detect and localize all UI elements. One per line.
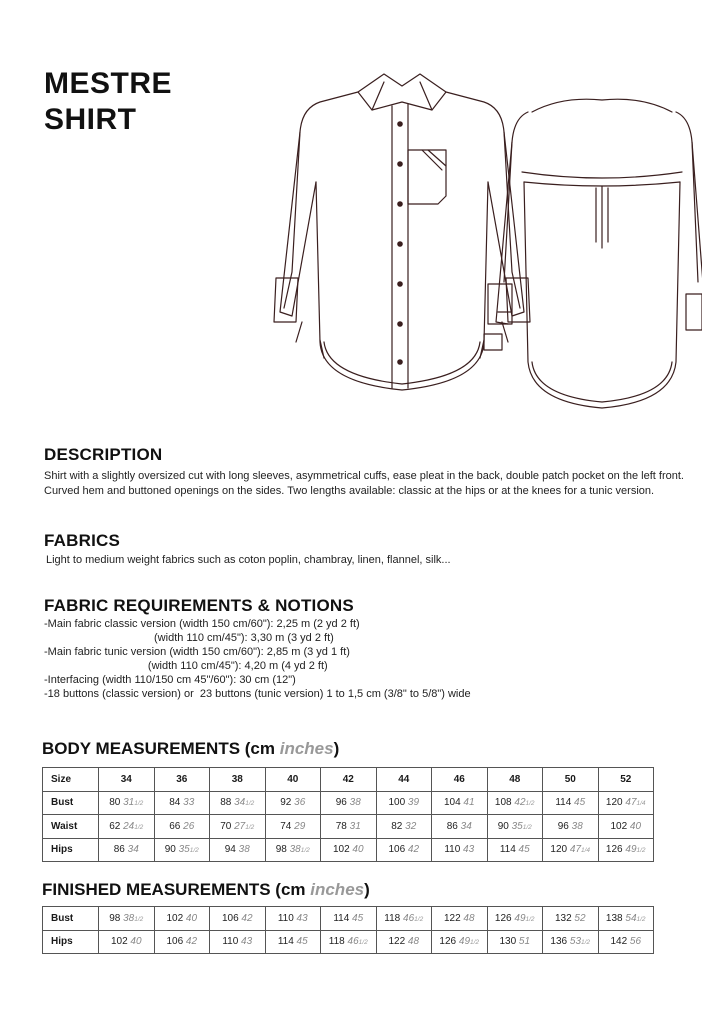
inch-value: 42: [241, 912, 253, 924]
inch-value: 47: [569, 844, 582, 856]
measurement-cell: [376, 907, 432, 931]
body-measurements-table: [42, 767, 654, 862]
inch-value: 34: [234, 797, 246, 809]
measurement-cell: [99, 791, 155, 815]
cm-value: 126: [494, 912, 512, 924]
cm-value: 82: [391, 820, 403, 832]
measurement-cell: [210, 907, 266, 931]
inch-value: 42: [514, 797, 526, 809]
measurement-cell: [265, 930, 321, 954]
measurement-cell: [487, 791, 543, 815]
row-label: Hips: [43, 838, 99, 862]
cm-value: 114: [333, 912, 350, 924]
inch-value: 45: [574, 797, 586, 809]
inch-value: 45: [518, 844, 530, 856]
inch-fraction: 1/2: [134, 823, 144, 831]
heading-close: ): [333, 739, 340, 758]
measurement-cell: [99, 815, 155, 839]
measurement-cell: [154, 907, 210, 931]
inch-value: 35: [178, 844, 190, 856]
measurement-cell: [99, 838, 155, 862]
inch-fraction: 1/2: [189, 847, 199, 855]
measurement-cell: [265, 815, 321, 839]
inch-fraction: 1/2: [245, 823, 255, 831]
size-header: 44: [376, 768, 432, 792]
description-heading: DESCRIPTION: [44, 445, 163, 464]
cm-value: 142: [610, 936, 628, 948]
inch-value: 40: [130, 936, 142, 948]
cm-value: 102: [332, 844, 350, 856]
inch-value: 47: [625, 797, 637, 809]
inch-value: 41: [463, 797, 475, 809]
measurement-cell: [376, 791, 432, 815]
row-label: Waist: [43, 815, 99, 839]
cm-value: 118: [384, 912, 401, 924]
inch-value: 38: [349, 797, 361, 809]
measurement-cell: [543, 791, 599, 815]
inch-value: 43: [241, 936, 253, 948]
inch-value: 40: [352, 844, 364, 856]
inch-value: 56: [629, 936, 642, 948]
measurement-cell: [432, 838, 488, 862]
size-header: 50: [543, 768, 599, 792]
row-label: Hips: [43, 930, 99, 954]
inch-value: 39: [407, 797, 420, 809]
cm-value: 114: [555, 797, 572, 809]
fabrics-text: Light to medium weight fabrics such as coton poplin, chambray, linen, flannel, silk...: [46, 554, 451, 566]
measurement-cell: [598, 907, 654, 931]
inch-value: 24: [123, 820, 135, 832]
cm-value: 80: [109, 797, 121, 809]
requirement-line: -Main fabric tunic version (width 150 cm/60"): 2,85 m (3 yd 1 ft): [44, 646, 350, 658]
measurement-cell: [99, 907, 155, 931]
measurement-cell: [487, 815, 543, 839]
size-header: 40: [265, 768, 321, 792]
inch-fraction: 1/2: [636, 847, 646, 855]
requirement-line: -18 buttons (classic version) or 23 buttons (tunic version) 1 to 1,5 cm (3/8" to 5/8") wide: [44, 688, 471, 700]
measurement-cell: [265, 791, 321, 815]
measurement-cell: [543, 930, 599, 954]
measurement-cell: [598, 815, 654, 839]
shirt-back-view: [484, 99, 702, 408]
cm-value: 94: [224, 844, 236, 856]
measurement-cell: [432, 791, 488, 815]
cm-value: 120: [605, 797, 623, 809]
inch-fraction: 1/2: [358, 939, 368, 947]
inch-value: 38: [571, 820, 583, 832]
requirement-line: -Interfacing (width 110/150 cm 45"/60"): 30 cm (12"): [44, 674, 296, 686]
measurement-cell: [376, 930, 432, 954]
measurement-cell: [154, 930, 210, 954]
size-header: 46: [432, 768, 488, 792]
inch-value: 38: [238, 844, 250, 856]
cm-value: 108: [494, 797, 512, 809]
cm-value: 102: [110, 936, 128, 948]
inch-value: 40: [185, 912, 198, 924]
size-header: 42: [321, 768, 377, 792]
cm-value: 136: [550, 936, 568, 948]
body-measurements-heading: [42, 739, 339, 759]
row-label: Size: [43, 768, 99, 792]
cm-value: 102: [610, 820, 628, 832]
finished-measurements-heading: [42, 880, 370, 900]
inch-value: 48: [407, 936, 420, 948]
inch-fraction: 1/2: [581, 939, 591, 947]
cm-value: 126: [439, 936, 457, 948]
cm-value: 98: [275, 844, 287, 856]
cm-value: 98: [109, 912, 121, 924]
measurement-cell: [376, 815, 432, 839]
inch-fraction: 1/2: [134, 915, 144, 923]
measurement-cell: [543, 815, 599, 839]
measurement-cell: [598, 791, 654, 815]
cm-value: 66: [169, 820, 181, 832]
inch-value: 48: [463, 912, 475, 924]
heading-text: FINISHED MEASUREMENTS (cm: [42, 880, 311, 899]
inch-value: 40: [629, 820, 642, 832]
cm-value: 106: [166, 936, 184, 948]
size-header: 36: [154, 768, 210, 792]
measurement-cell: [487, 907, 543, 931]
cm-value: 84: [169, 797, 181, 809]
measurement-cell: [265, 838, 321, 862]
cm-value: 86: [446, 820, 458, 832]
inch-value: 49: [625, 844, 637, 856]
table-row: [43, 838, 654, 862]
inch-value: 42: [407, 844, 420, 856]
inch-value: 42: [185, 936, 198, 948]
inch-fraction: 1/2: [414, 915, 424, 923]
cm-value: 106: [221, 912, 239, 924]
cm-value: 122: [388, 936, 406, 948]
size-header-row: [43, 768, 654, 792]
inch-value: 46: [403, 912, 415, 924]
measurement-cell: [432, 907, 488, 931]
heading-unit: inches: [279, 739, 334, 758]
cm-value: 96: [557, 820, 569, 832]
row-label: Bust: [43, 907, 99, 931]
inch-value: 53: [569, 936, 582, 948]
cm-value: 88: [220, 797, 232, 809]
measurement-cell: [432, 930, 488, 954]
inch-value: 49: [458, 936, 471, 948]
measurement-cell: [543, 907, 599, 931]
table-row: [43, 815, 654, 839]
measurement-cell: [543, 838, 599, 862]
measurement-cell: [154, 838, 210, 862]
measurement-cell: [321, 791, 377, 815]
cm-value: 110: [444, 844, 461, 856]
inch-value: 34: [460, 820, 472, 832]
measurement-cell: [598, 838, 654, 862]
size-header: 48: [487, 768, 543, 792]
page-title: [44, 66, 172, 138]
inch-value: 46: [347, 936, 359, 948]
inch-value: 31: [349, 820, 361, 832]
fabrics-heading: FABRICS: [44, 531, 121, 550]
description-text: Shirt with a slightly oversized cut with long sleeves, asymmetrical cuffs, ease pleat in the back, double patch pocket on the left front. Curved hem and buttoned openings on the sides. Two lengths available: classic at the hips or at the knees for a tunic version.: [44, 470, 684, 497]
cm-value: 122: [443, 912, 461, 924]
cm-value: 78: [335, 820, 347, 832]
inch-value: 32: [405, 820, 417, 832]
inch-value: 45: [296, 936, 308, 948]
measurement-cell: [487, 930, 543, 954]
cm-value: 70: [220, 820, 232, 832]
size-header: 38: [210, 768, 266, 792]
requirements-list: [44, 617, 684, 701]
cm-value: 96: [335, 797, 347, 809]
inch-fraction: 1/2: [470, 939, 480, 947]
inch-value: 35: [511, 820, 523, 832]
inch-value: 43: [296, 912, 308, 924]
measurement-cell: [321, 907, 377, 931]
title-line-1: MESTRE: [44, 67, 173, 100]
inch-fraction: 1/2: [525, 915, 535, 923]
measurement-cell: [376, 838, 432, 862]
cm-value: 114: [277, 936, 294, 948]
measurement-cell: [99, 930, 155, 954]
measurement-cell: [321, 838, 377, 862]
heading-close: ): [364, 880, 370, 899]
finished-measurements-table: [42, 906, 654, 954]
cm-value: 110: [222, 936, 239, 948]
table-row: [43, 791, 654, 815]
shirt-technical-drawing: [262, 72, 702, 432]
inch-fraction: 1/2: [245, 800, 255, 808]
heading-text: BODY MEASUREMENTS (cm: [42, 739, 280, 758]
cm-value: 74: [280, 820, 292, 832]
inch-value: 49: [514, 912, 526, 924]
requirement-line: -Main fabric classic version (width 150 cm/60"): 2,25 m (2 yd 2 ft): [44, 618, 360, 630]
cm-value: 110: [277, 912, 294, 924]
inch-value: 52: [574, 912, 586, 924]
cm-value: 92: [280, 797, 292, 809]
measurement-cell: [154, 815, 210, 839]
cm-value: 86: [113, 844, 125, 856]
inch-value: 38: [289, 844, 301, 856]
measurement-cell: [210, 815, 266, 839]
measurement-cell: [598, 930, 654, 954]
inch-value: 31: [123, 797, 135, 809]
inch-fraction: 1/2: [525, 800, 535, 808]
inch-fraction: 1/4: [581, 847, 591, 855]
inch-fraction: 1/4: [636, 800, 646, 808]
measurement-cell: [210, 838, 266, 862]
table-row: [43, 930, 654, 954]
cm-value: 120: [550, 844, 568, 856]
heading-unit: inches: [310, 880, 365, 899]
measurement-cell: [154, 791, 210, 815]
inch-value: 27: [234, 820, 246, 832]
size-header: 34: [99, 768, 155, 792]
inch-value: 34: [127, 844, 139, 856]
requirement-line: (width 110 cm/45"): 3,30 m (3 yd 2 ft): [44, 632, 334, 644]
measurement-cell: [210, 791, 266, 815]
measurement-cell: [265, 907, 321, 931]
cm-value: 102: [166, 912, 184, 924]
measurement-cell: [487, 838, 543, 862]
inch-value: 26: [183, 820, 195, 832]
title-line-2: SHIRT: [44, 103, 137, 136]
cm-value: 90: [164, 844, 176, 856]
cm-value: 114: [499, 844, 516, 856]
cm-value: 138: [605, 912, 623, 924]
row-label: Bust: [43, 791, 99, 815]
measurement-cell: [321, 930, 377, 954]
cm-value: 104: [443, 797, 461, 809]
cm-value: 62: [109, 820, 121, 832]
inch-value: 29: [294, 820, 306, 832]
inch-fraction: 1/2: [636, 915, 646, 923]
inch-fraction: 1/2: [522, 823, 532, 831]
inch-value: 51: [518, 936, 531, 948]
inch-value: 54: [625, 912, 637, 924]
requirement-line: (width 110 cm/45"): 4,20 m (4 yd 2 ft): [44, 660, 328, 672]
measurement-cell: [321, 815, 377, 839]
cm-value: 106: [388, 844, 406, 856]
measurement-cell: [432, 815, 488, 839]
inch-value: 38: [123, 912, 135, 924]
table-row: [43, 907, 654, 931]
size-header: 52: [598, 768, 654, 792]
inch-fraction: 1/2: [300, 847, 310, 855]
cm-value: 118: [328, 936, 345, 948]
measurement-cell: [210, 930, 266, 954]
cm-value: 90: [497, 820, 509, 832]
inch-value: 43: [463, 844, 475, 856]
inch-fraction: 1/2: [134, 800, 144, 808]
shirt-front-view: [274, 74, 530, 390]
cm-value: 132: [554, 912, 572, 924]
cm-value: 100: [388, 797, 406, 809]
inch-value: 36: [294, 797, 306, 809]
requirements-heading: FABRIC REQUIREMENTS & NOTIONS: [44, 596, 354, 615]
inch-value: 33: [183, 797, 195, 809]
inch-value: 45: [352, 912, 364, 924]
cm-value: 130: [499, 936, 517, 948]
cm-value: 126: [605, 844, 623, 856]
